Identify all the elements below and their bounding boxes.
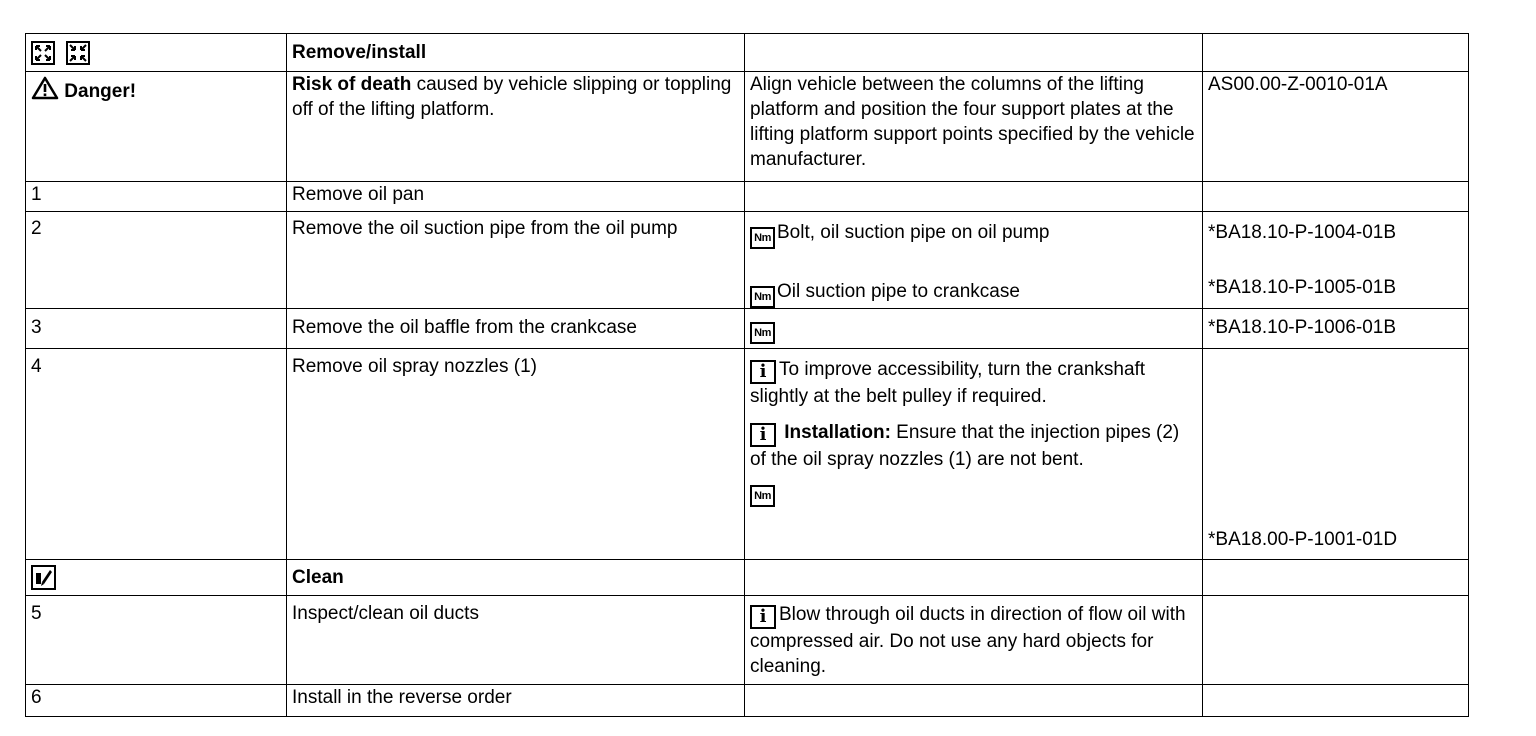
step-number: 2 bbox=[26, 212, 287, 309]
table-row bbox=[26, 596, 1469, 685]
step-notes bbox=[745, 212, 1203, 309]
torque-cell bbox=[745, 309, 1203, 349]
danger-label: Danger! bbox=[64, 81, 137, 102]
step-text: Install in the reverse order bbox=[287, 685, 745, 717]
table-row bbox=[26, 309, 1469, 349]
info-note: i To improve accessibility, turn the crankshaft slightly at the belt pulley if required. bbox=[750, 359, 1146, 407]
empty-cell bbox=[745, 182, 1203, 212]
torque-nm-icon: Nm bbox=[750, 227, 775, 249]
empty-cell bbox=[745, 560, 1203, 596]
clean-icon-cell bbox=[26, 560, 287, 596]
step-number: 5 bbox=[26, 596, 287, 685]
step-text: Remove oil pan bbox=[287, 182, 745, 212]
empty-cell bbox=[745, 685, 1203, 717]
reference: *BA18.00-P-1001-01D bbox=[1208, 529, 1398, 550]
torque-note: Nm Oil suction pipe to crankcase bbox=[750, 279, 1196, 308]
step-number: 4 bbox=[26, 349, 287, 560]
danger-risk-cell bbox=[287, 72, 745, 182]
reference-cell bbox=[1203, 349, 1469, 560]
step-references bbox=[1203, 212, 1469, 309]
empty-cell bbox=[1203, 596, 1469, 685]
info-icon: i bbox=[750, 605, 776, 629]
info-icon: i bbox=[750, 360, 776, 384]
risk-text: caused by vehicle slipping or toppling off of the lifting platform. bbox=[292, 74, 732, 120]
empty-cell bbox=[1203, 34, 1469, 72]
section-title-remove-install: Remove/install bbox=[287, 34, 745, 72]
table-row bbox=[26, 349, 1469, 560]
empty-cell bbox=[1203, 182, 1469, 212]
danger-reference: AS00.00-Z-0010-01A bbox=[1203, 72, 1469, 182]
step-text: Remove the oil baffle from the crankcase bbox=[287, 309, 745, 349]
procedure-table bbox=[25, 33, 1469, 717]
reference: *BA18.10-P-1006-01B bbox=[1203, 309, 1469, 349]
install-icon bbox=[66, 41, 90, 65]
step-text: Remove oil spray nozzles (1) bbox=[287, 349, 745, 560]
section-title-clean: Clean bbox=[287, 560, 745, 596]
reference: *BA18.10-P-1005-01B bbox=[1208, 277, 1397, 298]
table-row bbox=[26, 182, 1469, 212]
table-row bbox=[26, 685, 1469, 717]
danger-measure: Align vehicle between the columns of the lifting platform and position the four support plates at the lifting platform support points specified by the vehicle manufacturer. bbox=[745, 72, 1203, 182]
danger-cell bbox=[26, 72, 287, 182]
step-notes bbox=[745, 349, 1203, 560]
table-row bbox=[26, 212, 1469, 309]
table-row-header bbox=[26, 34, 1469, 72]
empty-cell bbox=[1203, 685, 1469, 717]
reference: *BA18.10-P-1004-01B bbox=[1208, 222, 1397, 243]
table-row-clean-header bbox=[26, 560, 1469, 596]
step-number: 1 bbox=[26, 182, 287, 212]
step-number: 3 bbox=[26, 309, 287, 349]
empty-cell bbox=[1203, 560, 1469, 596]
info-icon: i bbox=[750, 423, 776, 447]
info-note: i Blow through oil ducts in direction of flow oil with compressed air. Do not use any hard objects for cleaning. bbox=[745, 596, 1203, 685]
step-text: Inspect/clean oil ducts bbox=[287, 596, 745, 685]
risk-bold: Risk of death bbox=[292, 74, 412, 95]
step-text: Remove the oil suction pipe from the oil pump bbox=[287, 212, 745, 309]
info-note: i Installation: Ensure that the injection pipes (2) of the oil spray nozzles (1) are not bent. bbox=[750, 422, 1180, 470]
step-number: 6 bbox=[26, 685, 287, 717]
empty-cell bbox=[745, 34, 1203, 72]
clean-icon bbox=[31, 565, 56, 590]
torque-nm-icon: Nm bbox=[750, 485, 775, 507]
torque-nm-icon: Nm bbox=[750, 322, 775, 344]
remove-icon bbox=[31, 41, 55, 65]
torque-note bbox=[750, 478, 1196, 507]
torque-note: Nm Bolt, oil suction pipe on oil pump bbox=[750, 220, 1196, 249]
table-row-danger bbox=[26, 72, 1469, 182]
warning-triangle-icon bbox=[31, 76, 59, 100]
remove-install-icons-cell bbox=[26, 34, 287, 72]
torque-nm-icon: Nm bbox=[750, 286, 775, 308]
